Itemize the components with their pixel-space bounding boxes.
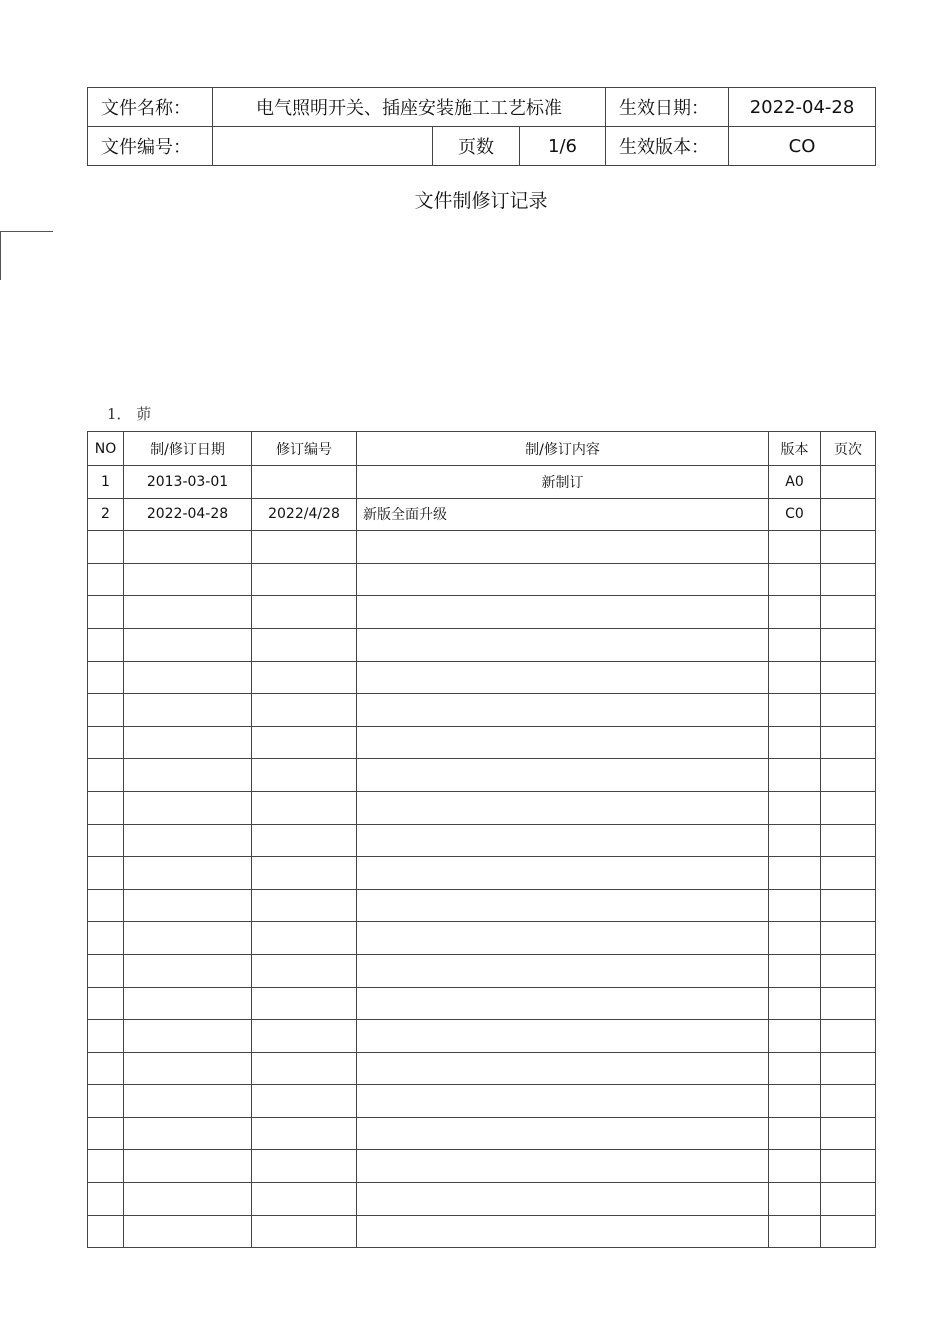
cell-version: C0 bbox=[769, 498, 821, 531]
empty-cell bbox=[769, 694, 821, 727]
empty-cell bbox=[821, 1085, 876, 1118]
cell-pages bbox=[821, 498, 876, 531]
empty-cell bbox=[357, 987, 769, 1020]
file-number-label: 文件编号： bbox=[88, 127, 213, 166]
empty-cell bbox=[88, 791, 124, 824]
cell-no: 1 bbox=[88, 466, 124, 499]
empty-cell bbox=[357, 857, 769, 890]
pages-value: 1/6 bbox=[520, 127, 606, 166]
effective-version-value: CO bbox=[729, 127, 876, 166]
empty-cell bbox=[252, 824, 357, 857]
cell-pages bbox=[821, 466, 876, 499]
empty-cell bbox=[357, 694, 769, 727]
empty-cell bbox=[357, 1150, 769, 1183]
empty-cell bbox=[88, 694, 124, 727]
empty-cell bbox=[821, 922, 876, 955]
empty-cell bbox=[124, 1117, 252, 1150]
empty-cell bbox=[821, 596, 876, 629]
table-row-empty bbox=[88, 1183, 876, 1216]
pages-label: 页数 bbox=[433, 127, 520, 166]
empty-cell bbox=[357, 596, 769, 629]
empty-cell bbox=[88, 726, 124, 759]
empty-cell bbox=[252, 889, 357, 922]
empty-cell bbox=[357, 922, 769, 955]
page-title: 文件制修订记录 bbox=[414, 190, 548, 212]
empty-cell bbox=[357, 824, 769, 857]
column-header-version: 版本 bbox=[769, 432, 821, 466]
empty-cell bbox=[88, 889, 124, 922]
empty-cell bbox=[252, 628, 357, 661]
empty-cell bbox=[357, 791, 769, 824]
empty-cell bbox=[252, 791, 357, 824]
empty-cell bbox=[769, 857, 821, 890]
table-row-empty bbox=[88, 889, 876, 922]
empty-cell bbox=[88, 531, 124, 564]
empty-cell bbox=[124, 661, 252, 694]
empty-cell bbox=[821, 987, 876, 1020]
empty-cell bbox=[88, 596, 124, 629]
table-header-row bbox=[88, 432, 876, 466]
table-row-empty bbox=[88, 759, 876, 792]
empty-cell bbox=[769, 824, 821, 857]
empty-cell bbox=[124, 628, 252, 661]
column-header-date: 制/修订日期 bbox=[124, 432, 252, 466]
empty-cell bbox=[769, 628, 821, 661]
empty-cell bbox=[769, 531, 821, 564]
empty-cell bbox=[357, 759, 769, 792]
table-row-empty bbox=[88, 791, 876, 824]
empty-cell bbox=[357, 1215, 769, 1248]
table-row-empty bbox=[88, 1052, 876, 1085]
corner-crop-mark bbox=[0, 231, 53, 232]
empty-cell bbox=[821, 791, 876, 824]
empty-cell bbox=[769, 1052, 821, 1085]
cell-revision-number bbox=[252, 466, 357, 499]
empty-cell bbox=[124, 954, 252, 987]
empty-cell bbox=[357, 1085, 769, 1118]
empty-cell bbox=[124, 889, 252, 922]
empty-cell bbox=[769, 563, 821, 596]
empty-cell bbox=[357, 1117, 769, 1150]
table-row-empty bbox=[88, 954, 876, 987]
empty-cell bbox=[88, 1085, 124, 1118]
empty-cell bbox=[252, 563, 357, 596]
table-row-empty bbox=[88, 1215, 876, 1248]
empty-cell bbox=[821, 954, 876, 987]
empty-cell bbox=[124, 857, 252, 890]
cell-date: 2013-03-01 bbox=[124, 466, 252, 499]
empty-cell bbox=[357, 531, 769, 564]
revision-records-table bbox=[87, 431, 876, 1248]
header-row-2 bbox=[88, 127, 876, 166]
cell-no: 2 bbox=[88, 498, 124, 531]
empty-cell bbox=[124, 987, 252, 1020]
cell-content: 新版全面升级 bbox=[357, 498, 769, 531]
empty-cell bbox=[821, 1183, 876, 1216]
empty-cell bbox=[821, 694, 876, 727]
empty-cell bbox=[88, 987, 124, 1020]
table-row-empty bbox=[88, 661, 876, 694]
table-row-empty bbox=[88, 1117, 876, 1150]
empty-cell bbox=[769, 726, 821, 759]
file-name-label: 文件名称： bbox=[88, 88, 213, 127]
empty-cell bbox=[252, 1085, 357, 1118]
empty-cell bbox=[252, 1020, 357, 1053]
empty-cell bbox=[357, 563, 769, 596]
table-row-empty bbox=[88, 922, 876, 955]
empty-cell bbox=[357, 1183, 769, 1216]
empty-cell bbox=[252, 726, 357, 759]
empty-cell bbox=[88, 759, 124, 792]
table-row bbox=[88, 498, 876, 531]
empty-cell bbox=[769, 922, 821, 955]
empty-cell bbox=[88, 1052, 124, 1085]
empty-cell bbox=[88, 563, 124, 596]
empty-cell bbox=[821, 1052, 876, 1085]
file-name-value: 电气照明开关、插座安装施工工艺标准 bbox=[213, 88, 606, 127]
empty-cell bbox=[252, 987, 357, 1020]
table-row-empty bbox=[88, 824, 876, 857]
empty-cell bbox=[357, 628, 769, 661]
file-number-value bbox=[213, 127, 433, 166]
empty-cell bbox=[124, 1215, 252, 1248]
empty-cell bbox=[124, 1183, 252, 1216]
empty-cell bbox=[821, 726, 876, 759]
empty-cell bbox=[821, 824, 876, 857]
empty-cell bbox=[769, 987, 821, 1020]
empty-cell bbox=[124, 1085, 252, 1118]
empty-cell bbox=[821, 661, 876, 694]
empty-cell bbox=[357, 1052, 769, 1085]
empty-cell bbox=[357, 661, 769, 694]
empty-cell bbox=[88, 661, 124, 694]
table-row-empty bbox=[88, 726, 876, 759]
empty-cell bbox=[769, 1150, 821, 1183]
empty-cell bbox=[252, 759, 357, 792]
column-header-content: 制/修订内容 bbox=[357, 432, 769, 466]
empty-cell bbox=[821, 1215, 876, 1248]
table-row-empty bbox=[88, 531, 876, 564]
empty-cell bbox=[252, 857, 357, 890]
cell-content: 新制订 bbox=[357, 466, 769, 499]
empty-cell bbox=[821, 1020, 876, 1053]
empty-cell bbox=[88, 1020, 124, 1053]
empty-cell bbox=[124, 531, 252, 564]
empty-cell bbox=[252, 1052, 357, 1085]
empty-cell bbox=[252, 1183, 357, 1216]
empty-cell bbox=[124, 563, 252, 596]
empty-cell bbox=[252, 1215, 357, 1248]
empty-cell bbox=[821, 628, 876, 661]
empty-cell bbox=[769, 1117, 821, 1150]
cell-version: A0 bbox=[769, 466, 821, 499]
empty-cell bbox=[769, 954, 821, 987]
empty-cell bbox=[357, 889, 769, 922]
section-label: 1． 茆 bbox=[107, 405, 152, 423]
document-header-table bbox=[87, 87, 876, 166]
table-row-empty bbox=[88, 857, 876, 890]
effective-version-label: 生效版本： bbox=[606, 127, 729, 166]
column-header-revision-number: 修订编号 bbox=[252, 432, 357, 466]
empty-cell bbox=[252, 531, 357, 564]
empty-cell bbox=[821, 857, 876, 890]
table-row-empty bbox=[88, 628, 876, 661]
empty-cell bbox=[769, 1085, 821, 1118]
empty-cell bbox=[88, 824, 124, 857]
empty-cell bbox=[769, 759, 821, 792]
empty-cell bbox=[252, 922, 357, 955]
empty-cell bbox=[124, 791, 252, 824]
empty-cell bbox=[252, 954, 357, 987]
empty-cell bbox=[124, 1020, 252, 1053]
empty-cell bbox=[821, 563, 876, 596]
header-row-1 bbox=[88, 88, 876, 127]
empty-cell bbox=[769, 1020, 821, 1053]
empty-cell bbox=[769, 596, 821, 629]
effective-date-label: 生效日期： bbox=[606, 88, 729, 127]
empty-cell bbox=[769, 791, 821, 824]
empty-cell bbox=[88, 954, 124, 987]
cell-revision-number: 2022/4/28 bbox=[252, 498, 357, 531]
table-row-empty bbox=[88, 596, 876, 629]
empty-cell bbox=[124, 726, 252, 759]
effective-date-value: 2022-04-28 bbox=[729, 88, 876, 127]
column-header-no: NO bbox=[88, 432, 124, 466]
empty-cell bbox=[124, 824, 252, 857]
table-row-empty bbox=[88, 563, 876, 596]
empty-cell bbox=[252, 661, 357, 694]
empty-cell bbox=[357, 726, 769, 759]
empty-cell bbox=[88, 1215, 124, 1248]
table-row-empty bbox=[88, 1085, 876, 1118]
table-row-empty bbox=[88, 987, 876, 1020]
empty-cell bbox=[357, 954, 769, 987]
empty-cell bbox=[821, 531, 876, 564]
empty-cell bbox=[124, 596, 252, 629]
empty-cell bbox=[88, 1117, 124, 1150]
empty-cell bbox=[769, 661, 821, 694]
empty-cell bbox=[124, 694, 252, 727]
empty-cell bbox=[252, 596, 357, 629]
empty-cell bbox=[252, 1117, 357, 1150]
empty-cell bbox=[124, 922, 252, 955]
table-row-empty bbox=[88, 694, 876, 727]
table-row-empty bbox=[88, 1020, 876, 1053]
empty-cell bbox=[252, 694, 357, 727]
cell-date: 2022-04-28 bbox=[124, 498, 252, 531]
empty-cell bbox=[88, 1150, 124, 1183]
empty-cell bbox=[821, 759, 876, 792]
empty-cell bbox=[821, 889, 876, 922]
empty-cell bbox=[88, 857, 124, 890]
empty-cell bbox=[124, 1052, 252, 1085]
empty-cell bbox=[821, 1117, 876, 1150]
empty-cell bbox=[124, 759, 252, 792]
empty-cell bbox=[769, 1215, 821, 1248]
table-row-empty bbox=[88, 1150, 876, 1183]
empty-cell bbox=[821, 1150, 876, 1183]
empty-cell bbox=[124, 1150, 252, 1183]
column-header-pages: 页次 bbox=[821, 432, 876, 466]
empty-cell bbox=[769, 889, 821, 922]
empty-cell bbox=[88, 1183, 124, 1216]
empty-cell bbox=[252, 1150, 357, 1183]
empty-cell bbox=[769, 1183, 821, 1216]
table-body bbox=[88, 466, 876, 1248]
corner-crop-mark-vertical bbox=[0, 231, 1, 280]
empty-cell bbox=[88, 628, 124, 661]
empty-cell bbox=[88, 922, 124, 955]
empty-cell bbox=[357, 1020, 769, 1053]
table-row bbox=[88, 466, 876, 499]
